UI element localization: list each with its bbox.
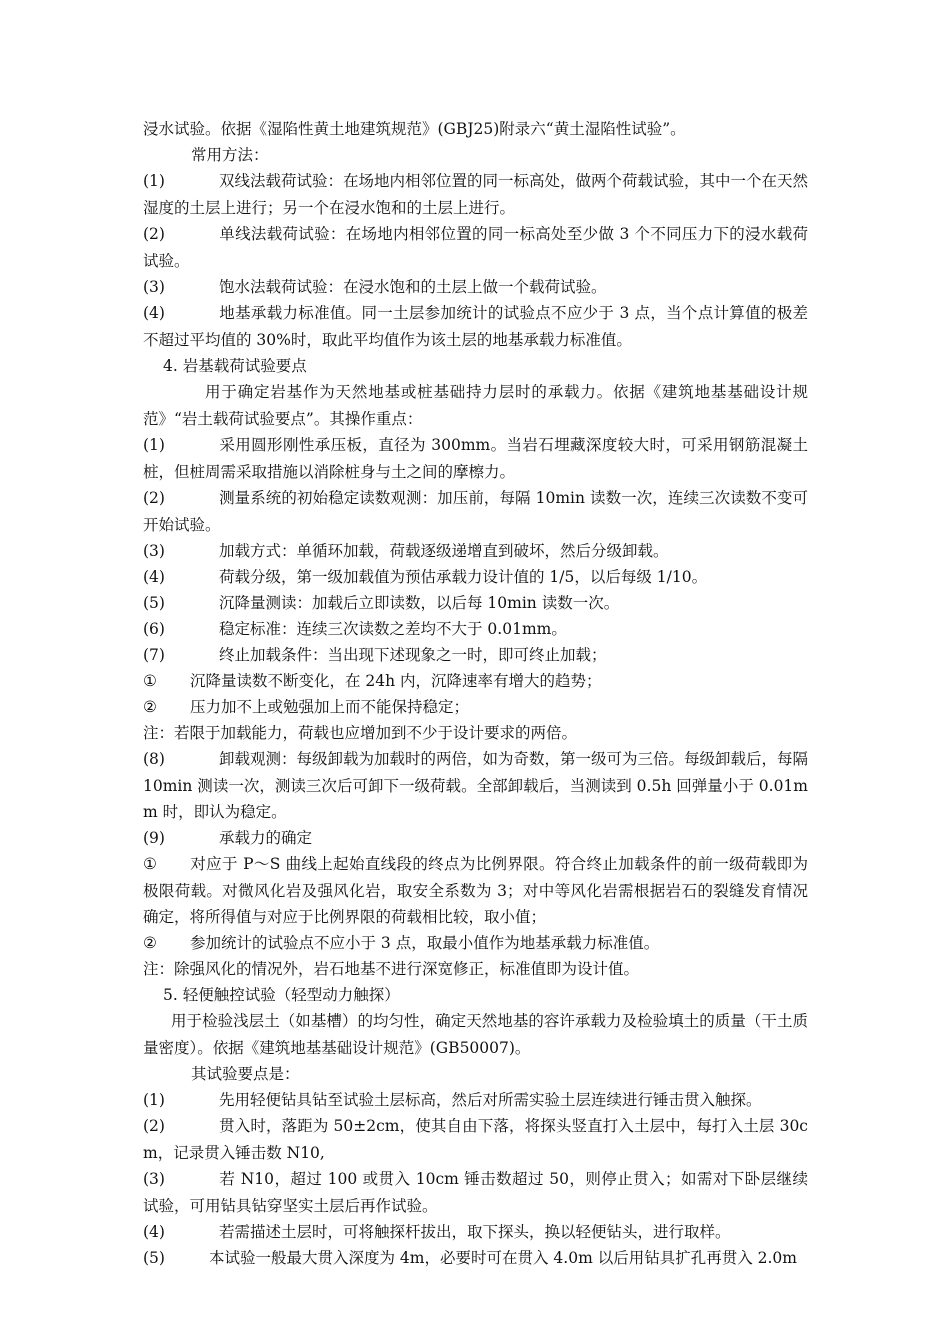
- sub-item-stop-2: ② 压力加不上或勉强加上而不能保持稳定；: [143, 694, 808, 721]
- sub-item-capacity-1: ① 对应于 P～S 曲线上起始直线段的终点为比例界限。符合终止加载条件的前一级荷载即为极限荷载。对微风化岩及强风化岩，取安全系数为 3；对中等风化岩需根据岩石的裂缝发育情况确定，将所得值与对应于比例界限的荷载相比较，取小值；: [143, 851, 808, 931]
- item-number: (3): [143, 542, 165, 560]
- item-number: ②: [143, 934, 157, 952]
- item-number: (2): [143, 489, 165, 507]
- item-number: (5): [143, 594, 165, 612]
- item-number: (1): [143, 172, 165, 190]
- section-heading-4: 4. 岩基载荷试验要点: [163, 357, 307, 375]
- sub-item-capacity-2: ② 参加统计的试验点不应小于 3 点，取最小值作为地基承载力标准值。: [143, 930, 808, 957]
- list-item-rock-6: (6) 稳定标准：连续三次读数之差均不大于 0.01mm。: [143, 616, 808, 643]
- paragraph-intro-5: 用于检验浅层土（如基槽）的均匀性，确定天然地基的容许承载力及检验填土的质量（干土质量密度）。依据《建筑地基基础设计规范》(GB50007)。: [143, 1012, 808, 1057]
- paragraph-common-methods: 常用方法：: [191, 146, 269, 164]
- paragraph-intro-4: 用于确定岩基作为天然地基或桩基础持力层时的承载力。依据《建筑地基基础设计规范》“岩土载荷试验要点”。其操作重点：: [143, 383, 808, 428]
- list-item-rock-9: (9) 承载力的确定: [143, 825, 808, 852]
- list-item-method-2: (2) 单线法载荷试验：在场地内相邻位置的同一标高处至少做 3 个不同压力下的浸水载荷试验。: [143, 221, 808, 274]
- item-number: ②: [143, 698, 157, 716]
- note-rock-foundation: 注：除强风化的情况外，岩石地基不进行深宽修正，标准值即为设计值。: [143, 960, 640, 978]
- item-number: ①: [143, 855, 157, 873]
- list-item-rock-4: (4) 荷载分级，第一级加载值为预估承载力设计值的 1/5，以后每级 1/10。: [143, 564, 808, 591]
- item-number: (1): [143, 436, 165, 454]
- item-number: (7): [143, 646, 165, 664]
- item-number: (8): [143, 750, 165, 768]
- list-item-rock-1: (1) 采用圆形刚性承压板，直径为 300mm。当岩石埋藏深度较大时，可采用钢筋混凝土桩，但桩周需采取措施以消除桩身与土之间的摩檫力。: [143, 432, 808, 485]
- item-number: (5): [143, 1249, 165, 1267]
- note-load-capacity: 注：若限于加载能力，荷载也应增加到不少于设计要求的两倍。: [143, 724, 578, 742]
- list-item-method-1: (1) 双线法载荷试验：在场地内相邻位置的同一标高处，做两个荷载试验，其中一个在天然湿度的土层上进行；另一个在浸水饱和的土层上进行。: [143, 168, 808, 221]
- list-item-rock-5: (5) 沉降量测读：加载后立即读数，以后每 10min 读数一次。: [143, 590, 808, 617]
- list-item-probe-5: (5) 本试验一般最大贯入深度为 4m，必要时可在贯入 4.0m 以后用钻具扩孔再贯入 2.0m: [143, 1245, 808, 1272]
- list-item-method-3: (3) 饱水法载荷试验：在浸水饱和的土层上做一个载荷试验。: [143, 274, 808, 301]
- item-number: ①: [143, 672, 157, 690]
- item-number: (1): [143, 1091, 165, 1109]
- sub-item-stop-1: ① 沉降量读数不断变化，在 24h 内，沉降速率有增大的趋势；: [143, 668, 808, 695]
- list-item-rock-8: (8) 卸载观测：每级卸载为加载时的两倍，如为奇数，第一级可为三倍。每级卸载后，每隔 10min 测读一次，测读三次后可卸下一级荷载。全部卸载后，当测读到 0.5h 回弹量小于 0.01mm 时，即认为稳定。: [143, 746, 808, 826]
- section-heading-5: 5. 轻便触控试验（轻型动力触探）: [163, 986, 400, 1004]
- list-item-rock-3: (3) 加载方式：单循环加载，荷载逐级递增直到破坏，然后分级卸载。: [143, 538, 808, 565]
- paragraph-soak-test: 浸水试验。依据《湿陷性黄土地建筑规范》(GBJ25)附录六“黄土湿陷性试验”。: [143, 120, 686, 138]
- list-item-probe-2: (2) 贯入时，落距为 50±2cm，使其自由下落，将探头竖直打入土层中，每打入土层 30cm，记录贯入锤击数 N10,: [143, 1113, 808, 1166]
- item-number: (2): [143, 1117, 165, 1135]
- list-item-rock-7: (7) 终止加载条件：当出现下述现象之一时，即可终止加载；: [143, 642, 808, 669]
- item-number: (4): [143, 304, 165, 322]
- list-item-rock-2: (2) 测量系统的初始稳定读数观测：加压前，每隔 10min 读数一次，连续三次读数不变可开始试验。: [143, 485, 808, 538]
- list-item-probe-1: (1) 先用轻便钻具钻至试验土层标高，然后对所需实验土层连续进行锤击贯入触探。: [143, 1087, 808, 1114]
- item-number: (6): [143, 620, 165, 638]
- item-number: (4): [143, 1223, 165, 1241]
- list-item-method-4: (4) 地基承载力标准值。同一土层参加统计的试验点不应少于 3 点，当个点计算值的极差不超过平均值的 30%时，取此平均值作为该土层的地基承载力标准值。: [143, 300, 808, 353]
- list-item-probe-4: (4) 若需描述土层时，可将触探杆拔出，取下探头，换以轻便钻头，进行取样。: [143, 1219, 808, 1246]
- item-number: (9): [143, 829, 165, 847]
- list-item-probe-3: (3) 若 N10，超过 100 或贯入 10cm 锤击数超过 50，则停止贯入；如需对下卧层继续试验，可用钻具钻穿坚实土层后再作试验。: [143, 1166, 808, 1219]
- item-number: (3): [143, 278, 165, 296]
- item-number: (2): [143, 225, 165, 243]
- item-number: (4): [143, 568, 165, 586]
- item-number: (3): [143, 1170, 165, 1188]
- paragraph-key-points: 其试验要点是：: [191, 1065, 300, 1083]
